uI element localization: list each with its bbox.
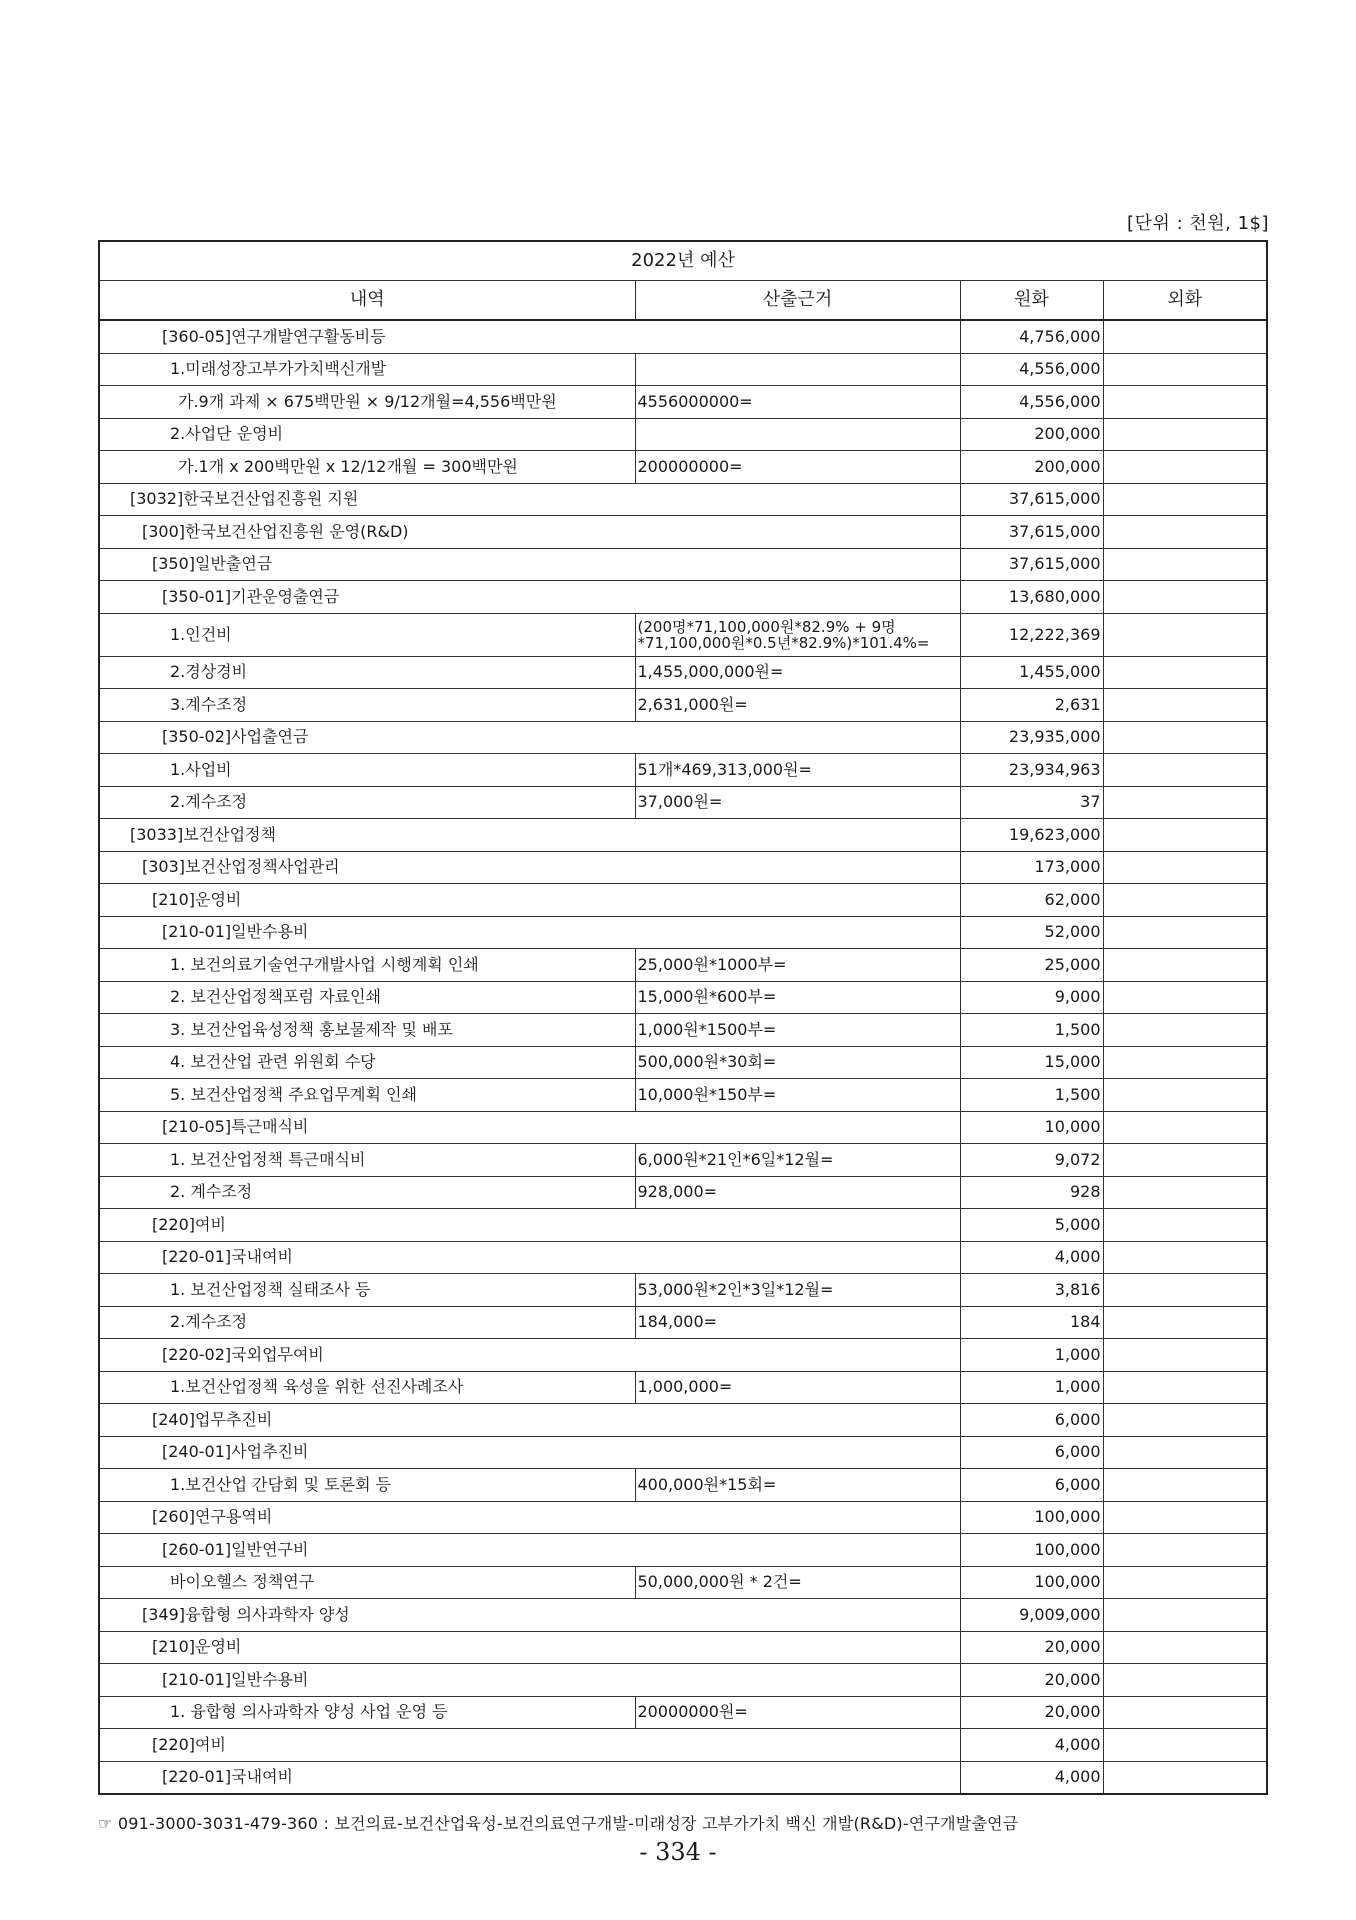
- row-fx-amount: [1103, 819, 1267, 852]
- table-row: [99, 1696, 1267, 1729]
- row-item: 1.인건비: [99, 613, 635, 656]
- row-calc-basis: 928,000=: [635, 1176, 960, 1209]
- row-krw-amount: 100,000: [960, 1534, 1103, 1567]
- row-fx-amount: [1103, 1696, 1267, 1729]
- row-krw-amount: 100,000: [960, 1566, 1103, 1599]
- table-row: [99, 386, 1267, 419]
- table-row: [99, 1306, 1267, 1339]
- row-krw-amount: 4,000: [960, 1241, 1103, 1274]
- row-krw-amount: 62,000: [960, 884, 1103, 917]
- table-row: [99, 1371, 1267, 1404]
- row-calc-basis: 53,000원*2인*3일*12월=: [635, 1274, 960, 1307]
- row-calc-basis: 1,000,000=: [635, 1371, 960, 1404]
- row-item: 1. 보건산업정책 실태조사 등: [99, 1274, 635, 1307]
- row-item: 2.경상경비: [99, 656, 635, 689]
- table-row: [99, 1469, 1267, 1502]
- row-krw-amount: 9,072: [960, 1144, 1103, 1177]
- row-item: [3032]한국보건산업진흥원 지원: [99, 483, 960, 516]
- row-item: 3. 보건산업육성정책 홍보물제작 및 배포: [99, 1014, 635, 1047]
- table-row: [99, 949, 1267, 982]
- table-row: [99, 1729, 1267, 1762]
- row-calc-basis: [635, 353, 960, 386]
- row-calc-basis: [635, 418, 960, 451]
- row-calc-basis: 15,000원*600부=: [635, 981, 960, 1014]
- table-row: [99, 1501, 1267, 1534]
- budget-table: [98, 240, 1268, 1795]
- row-fx-amount: [1103, 1274, 1267, 1307]
- table-row: [99, 1664, 1267, 1697]
- table-row: [99, 689, 1267, 722]
- row-item: 2.계수조정: [99, 1306, 635, 1339]
- row-calc-basis: 25,000원*1000부=: [635, 949, 960, 982]
- table-row: [99, 548, 1267, 581]
- row-calc-basis: 200000000=: [635, 451, 960, 484]
- table-row: [99, 1339, 1267, 1372]
- table-row: [99, 981, 1267, 1014]
- row-krw-amount: 200,000: [960, 418, 1103, 451]
- row-fx-amount: [1103, 949, 1267, 982]
- row-krw-amount: 20,000: [960, 1631, 1103, 1664]
- table-row: [99, 418, 1267, 451]
- row-krw-amount: 4,756,000: [960, 320, 1103, 353]
- row-krw-amount: 200,000: [960, 451, 1103, 484]
- row-krw-amount: 10,000: [960, 1111, 1103, 1144]
- row-krw-amount: 6,000: [960, 1404, 1103, 1437]
- row-fx-amount: [1103, 754, 1267, 787]
- row-item: [210-01]일반수용비: [99, 916, 960, 949]
- table-row: [99, 1761, 1267, 1794]
- row-fx-amount: [1103, 1371, 1267, 1404]
- table-row: [99, 1176, 1267, 1209]
- row-krw-amount: 9,000: [960, 981, 1103, 1014]
- row-calc-basis: 37,000원=: [635, 786, 960, 819]
- row-krw-amount: 928: [960, 1176, 1103, 1209]
- row-item: [210-01]일반수용비: [99, 1664, 960, 1697]
- row-item: [220]여비: [99, 1729, 960, 1762]
- row-item: [350-01]기관운영출연금: [99, 581, 960, 614]
- row-fx-amount: [1103, 1599, 1267, 1632]
- row-item: 2. 계수조정: [99, 1176, 635, 1209]
- row-fx-amount: [1103, 689, 1267, 722]
- row-krw-amount: 25,000: [960, 949, 1103, 982]
- row-fx-amount: [1103, 548, 1267, 581]
- row-krw-amount: 23,934,963: [960, 754, 1103, 787]
- row-calc-basis: 50,000,000원 * 2건=: [635, 1566, 960, 1599]
- table-row: [99, 516, 1267, 549]
- row-fx-amount: [1103, 1014, 1267, 1047]
- row-item: 1.보건산업 간담회 및 토론회 등: [99, 1469, 635, 1502]
- table-row: [99, 1599, 1267, 1632]
- row-fx-amount: [1103, 1436, 1267, 1469]
- row-item: [240-01]사업추진비: [99, 1436, 960, 1469]
- row-krw-amount: 15,000: [960, 1046, 1103, 1079]
- row-calc-basis: 500,000원*30회=: [635, 1046, 960, 1079]
- table-row: [99, 353, 1267, 386]
- row-krw-amount: 3,816: [960, 1274, 1103, 1307]
- row-calc-basis: 1,455,000,000원=: [635, 656, 960, 689]
- row-krw-amount: 4,000: [960, 1729, 1103, 1762]
- row-fx-amount: [1103, 916, 1267, 949]
- row-item: [260]연구용역비: [99, 1501, 960, 1534]
- row-fx-amount: [1103, 320, 1267, 353]
- row-fx-amount: [1103, 1664, 1267, 1697]
- row-item: [210]운영비: [99, 1631, 960, 1664]
- row-item: [220-02]국외업무여비: [99, 1339, 960, 1372]
- row-fx-amount: [1103, 581, 1267, 614]
- row-item: 1. 융합형 의사과학자 양성 사업 운영 등: [99, 1696, 635, 1729]
- row-item: [220-01]국내여비: [99, 1761, 960, 1794]
- table-row: [99, 754, 1267, 787]
- row-item: 3.계수조정: [99, 689, 635, 722]
- row-krw-amount: 20,000: [960, 1696, 1103, 1729]
- row-item: [3033]보건산업정책: [99, 819, 960, 852]
- row-fx-amount: [1103, 1761, 1267, 1794]
- row-fx-amount: [1103, 483, 1267, 516]
- table-row: [99, 581, 1267, 614]
- row-krw-amount: 6,000: [960, 1469, 1103, 1502]
- row-fx-amount: [1103, 656, 1267, 689]
- row-krw-amount: 52,000: [960, 916, 1103, 949]
- row-fx-amount: [1103, 451, 1267, 484]
- table-row: [99, 786, 1267, 819]
- table-row: [99, 451, 1267, 484]
- row-fx-amount: [1103, 1176, 1267, 1209]
- row-fx-amount: [1103, 386, 1267, 419]
- row-krw-amount: 1,000: [960, 1371, 1103, 1404]
- table-row: [99, 1209, 1267, 1242]
- table-row: [99, 1274, 1267, 1307]
- row-calc-basis: 184,000=: [635, 1306, 960, 1339]
- table-row: [99, 916, 1267, 949]
- table-row: [99, 1014, 1267, 1047]
- row-item: [220-01]국내여비: [99, 1241, 960, 1274]
- row-fx-amount: [1103, 1404, 1267, 1437]
- row-krw-amount: 4,556,000: [960, 353, 1103, 386]
- table-row: [99, 613, 1267, 656]
- row-krw-amount: 1,500: [960, 1079, 1103, 1112]
- row-item: [349]융합형 의사과학자 양성: [99, 1599, 960, 1632]
- row-fx-amount: [1103, 1534, 1267, 1567]
- row-item: 1.사업비: [99, 754, 635, 787]
- row-calc-basis: 2,631,000원=: [635, 689, 960, 722]
- row-item: [300]한국보건산업진흥원 운영(R&D): [99, 516, 960, 549]
- row-fx-amount: [1103, 1241, 1267, 1274]
- row-krw-amount: 37,615,000: [960, 548, 1103, 581]
- row-item: [240]업무추진비: [99, 1404, 960, 1437]
- row-fx-amount: [1103, 613, 1267, 656]
- row-calc-basis: (200명*71,100,000원*82.9% + 9명*71,100,000원*0.5년*82.9%)*101.4%=: [635, 613, 960, 656]
- row-fx-amount: [1103, 1306, 1267, 1339]
- table-row: [99, 884, 1267, 917]
- row-item: 1.미래성장고부가가치백신개발: [99, 353, 635, 386]
- table-row: [99, 1241, 1267, 1274]
- row-item: [350-02]사업출연금: [99, 721, 960, 754]
- row-item: [360-05]연구개발연구활동비등: [99, 320, 960, 353]
- footnote: ☞ 091-3000-3031-479-360 : 보건의료-보건산업육성-보건의료연구개발-미래성장 고부가가치 백신 개발(R&D)-연구개발출연금: [98, 1814, 1019, 1833]
- row-calc-basis: 51개*469,313,000원=: [635, 754, 960, 787]
- row-calc-basis: 20000000원=: [635, 1696, 960, 1729]
- row-krw-amount: 13,680,000: [960, 581, 1103, 614]
- row-fx-amount: [1103, 1631, 1267, 1664]
- row-calc-basis: 400,000원*15회=: [635, 1469, 960, 1502]
- row-fx-amount: [1103, 1469, 1267, 1502]
- row-fx-amount: [1103, 1144, 1267, 1177]
- row-krw-amount: 37: [960, 786, 1103, 819]
- row-item: [220]여비: [99, 1209, 960, 1242]
- row-krw-amount: 173,000: [960, 851, 1103, 884]
- row-item: 1.보건산업정책 육성을 위한 선진사례조사: [99, 1371, 635, 1404]
- table-row: [99, 851, 1267, 884]
- row-krw-amount: 37,615,000: [960, 483, 1103, 516]
- table-row: [99, 721, 1267, 754]
- table-row: [99, 1144, 1267, 1177]
- row-fx-amount: [1103, 851, 1267, 884]
- row-item: 2.사업단 운영비: [99, 418, 635, 451]
- row-fx-amount: [1103, 1079, 1267, 1112]
- row-item: 가.1개 x 200백만원 x 12/12개월 = 300백만원: [99, 451, 635, 484]
- col-header-fx: 외화: [1103, 281, 1267, 321]
- row-item: [350]일반출연금: [99, 548, 960, 581]
- row-krw-amount: 12,222,369: [960, 613, 1103, 656]
- table-row: [99, 1631, 1267, 1664]
- row-item: [210-05]특근매식비: [99, 1111, 960, 1144]
- row-fx-amount: [1103, 1339, 1267, 1372]
- col-header-item: 내역: [99, 281, 635, 321]
- row-item: 가.9개 과제 × 675백만원 × 9/12개월=4,556백만원: [99, 386, 635, 419]
- col-header-krw: 원화: [960, 281, 1103, 321]
- table-row: [99, 1046, 1267, 1079]
- row-fx-amount: [1103, 1566, 1267, 1599]
- row-fx-amount: [1103, 786, 1267, 819]
- row-fx-amount: [1103, 1209, 1267, 1242]
- row-item: [210]운영비: [99, 884, 960, 917]
- row-krw-amount: 20,000: [960, 1664, 1103, 1697]
- row-calc-basis: 1,000원*1500부=: [635, 1014, 960, 1047]
- row-krw-amount: 19,623,000: [960, 819, 1103, 852]
- row-fx-amount: [1103, 981, 1267, 1014]
- row-fx-amount: [1103, 353, 1267, 386]
- row-krw-amount: 5,000: [960, 1209, 1103, 1242]
- row-krw-amount: 2,631: [960, 689, 1103, 722]
- row-krw-amount: 6,000: [960, 1436, 1103, 1469]
- row-fx-amount: [1103, 516, 1267, 549]
- table-row: [99, 1566, 1267, 1599]
- row-item: 1. 보건의료기술연구개발사업 시행계획 인쇄: [99, 949, 635, 982]
- table-row: [99, 1111, 1267, 1144]
- table-row: [99, 1436, 1267, 1469]
- row-krw-amount: 1,000: [960, 1339, 1103, 1372]
- row-krw-amount: 23,935,000: [960, 721, 1103, 754]
- unit-label: [단위 : 천원, 1$]: [1127, 213, 1269, 234]
- table-title: 2022년 예산: [99, 241, 1267, 281]
- row-krw-amount: 9,009,000: [960, 1599, 1103, 1632]
- table-body: [99, 320, 1267, 1794]
- row-calc-basis: 10,000원*150부=: [635, 1079, 960, 1112]
- row-item: 2.계수조정: [99, 786, 635, 819]
- row-fx-amount: [1103, 1501, 1267, 1534]
- row-item: 바이오헬스 정책연구: [99, 1566, 635, 1599]
- table-row: [99, 819, 1267, 852]
- row-item: [260-01]일반연구비: [99, 1534, 960, 1567]
- row-item: 1. 보건산업정책 특근매식비: [99, 1144, 635, 1177]
- row-item: [303]보건산업정책사업관리: [99, 851, 960, 884]
- row-calc-basis: 6,000원*21인*6일*12월=: [635, 1144, 960, 1177]
- row-item: 2. 보건산업정책포럼 자료인쇄: [99, 981, 635, 1014]
- row-krw-amount: 1,455,000: [960, 656, 1103, 689]
- table-row: [99, 1079, 1267, 1112]
- page-number: - 334 -: [639, 1838, 717, 1866]
- row-fx-amount: [1103, 1111, 1267, 1144]
- row-fx-amount: [1103, 884, 1267, 917]
- table-row: [99, 1404, 1267, 1437]
- table-row: [99, 483, 1267, 516]
- col-header-calc: 산출근거: [635, 281, 960, 321]
- row-item: 4. 보건산업 관련 위원회 수당: [99, 1046, 635, 1079]
- row-krw-amount: 100,000: [960, 1501, 1103, 1534]
- table-row: [99, 1534, 1267, 1567]
- row-krw-amount: 1,500: [960, 1014, 1103, 1047]
- row-calc-basis: 4556000000=: [635, 386, 960, 419]
- table-row: [99, 656, 1267, 689]
- row-fx-amount: [1103, 1046, 1267, 1079]
- table-row: [99, 320, 1267, 353]
- row-krw-amount: 37,615,000: [960, 516, 1103, 549]
- row-item: 5. 보건산업정책 주요업무계획 인쇄: [99, 1079, 635, 1112]
- row-fx-amount: [1103, 721, 1267, 754]
- row-krw-amount: 4,556,000: [960, 386, 1103, 419]
- row-krw-amount: 4,000: [960, 1761, 1103, 1794]
- row-fx-amount: [1103, 418, 1267, 451]
- row-fx-amount: [1103, 1729, 1267, 1762]
- row-krw-amount: 184: [960, 1306, 1103, 1339]
